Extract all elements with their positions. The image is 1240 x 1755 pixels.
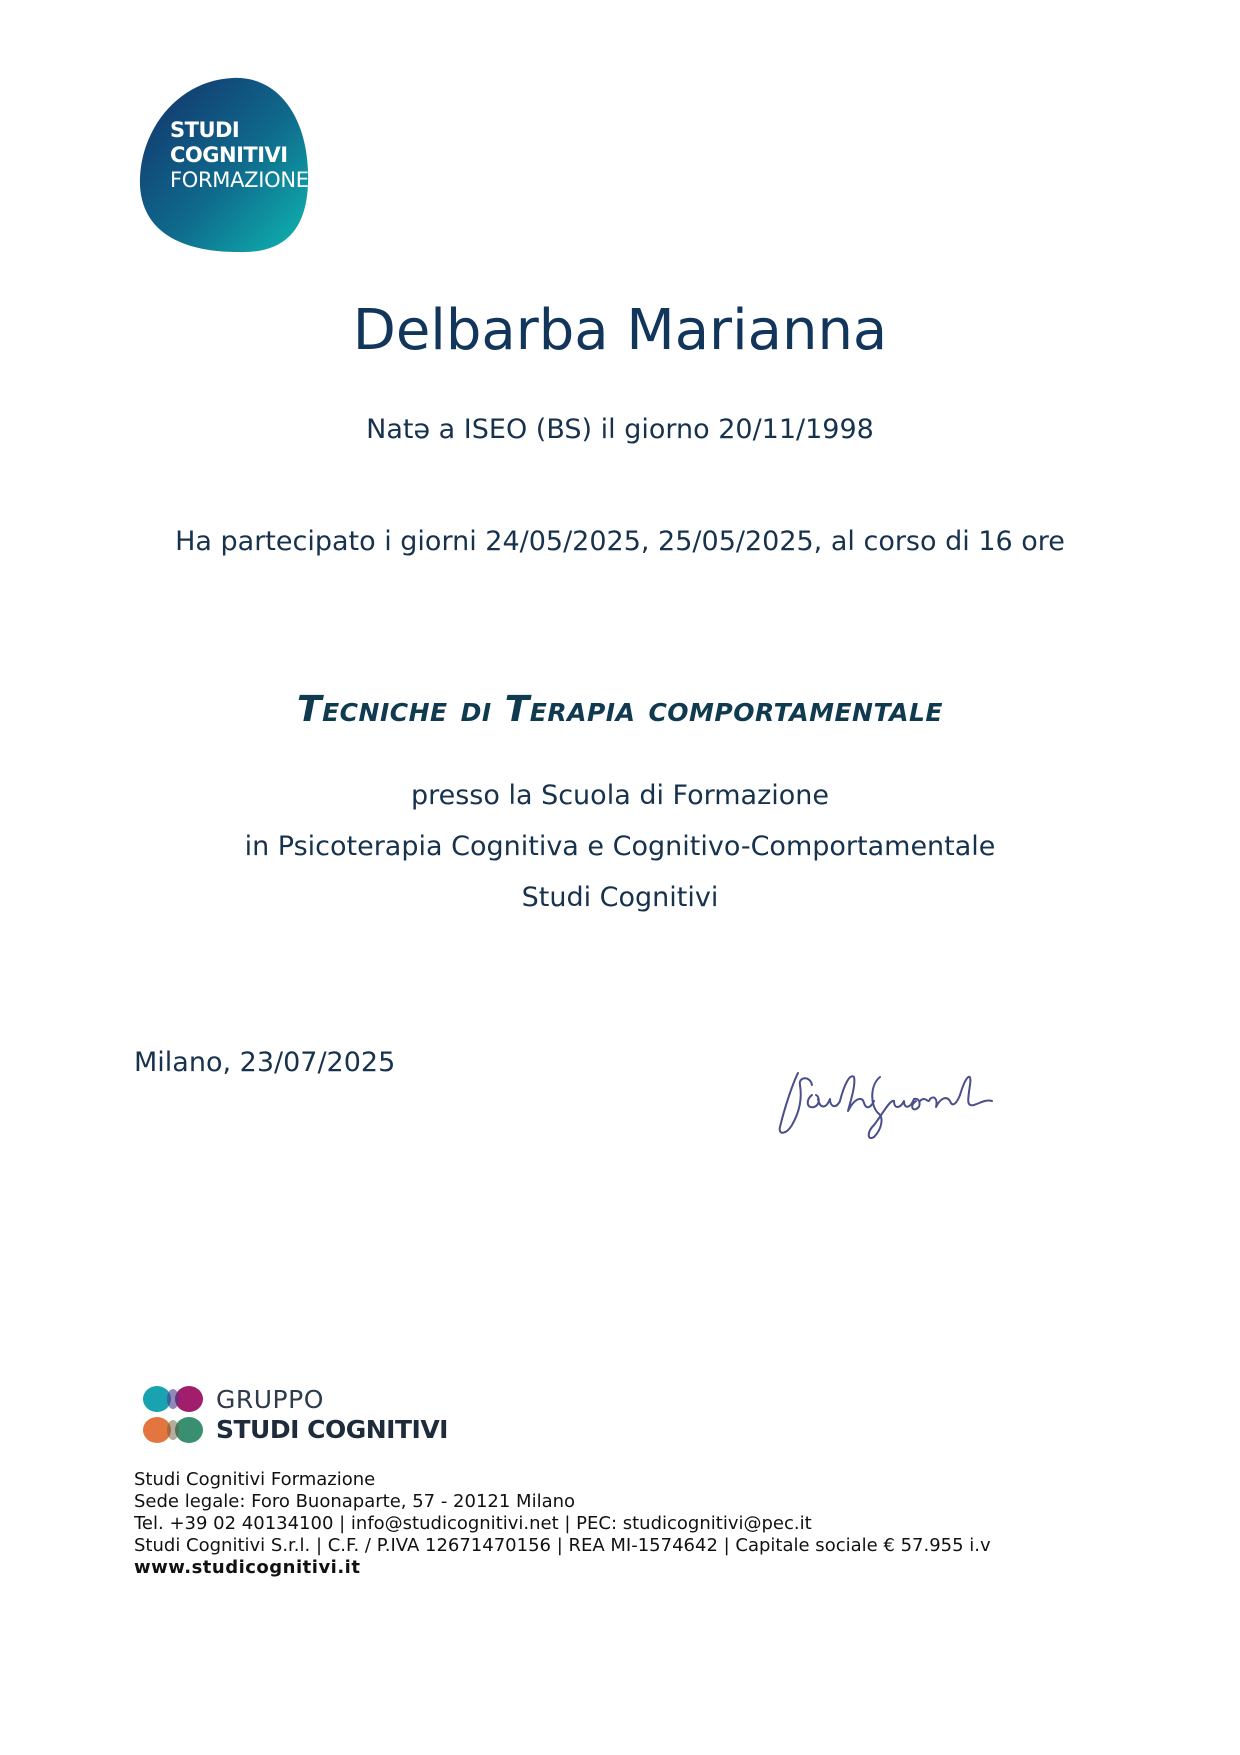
footer-website-link[interactable]: www.studicognitivi.it — [134, 1557, 361, 1578]
logo-wordmark — [170, 118, 309, 193]
footer — [134, 1469, 991, 1579]
signature — [770, 1055, 1010, 1145]
gruppo-studi-cognitivi-logo-icon — [140, 1385, 210, 1445]
logo-line-1: STUDI — [170, 118, 240, 142]
group-line-1: GRUPPO — [216, 1385, 324, 1414]
footer-contacts: Tel. +39 02 40134100 | info@studicognitivi.net | PEC: studicognitivi@pec.it — [134, 1513, 812, 1534]
participation-text: Ha partecipato i giorni 24/05/2025, 25/05/2025, al corso di 16 ore — [175, 526, 1065, 557]
course-title: Tecniche di Terapia comportamentale — [297, 689, 943, 730]
school-line-3: Studi Cognitivi — [521, 882, 719, 913]
birth-info: Natə a ISEO (BS) il giorno 20/11/1998 — [366, 414, 874, 445]
group-wordmark — [216, 1385, 448, 1445]
logo-line-2: COGNITIVI — [170, 143, 288, 167]
school-line-1: presso la Scuola di Formazione — [410, 780, 830, 811]
recipient-name: Delbarba Marianna — [352, 298, 888, 363]
group-line-2: STUDI COGNITIVI — [216, 1415, 448, 1444]
place-date: Milano, 23/07/2025 — [134, 1047, 396, 1078]
school-line-2: in Psicoterapia Cognitiva e Cognitivo-Comportamentale — [244, 831, 996, 862]
footer-company: Studi Cognitivi Formazione — [134, 1469, 376, 1490]
footer-legal: Studi Cognitivi S.r.l. | C.F. / P.IVA 12671470156 | REA MI-1574642 | Capitale sociale € 57.955 i.v — [134, 1535, 991, 1556]
school-block — [0, 770, 1240, 923]
logo-line-3: FORMAZIONE — [170, 168, 309, 192]
footer-address: Sede legale: Foro Buonaparte, 57 - 20121 Milano — [134, 1491, 576, 1512]
